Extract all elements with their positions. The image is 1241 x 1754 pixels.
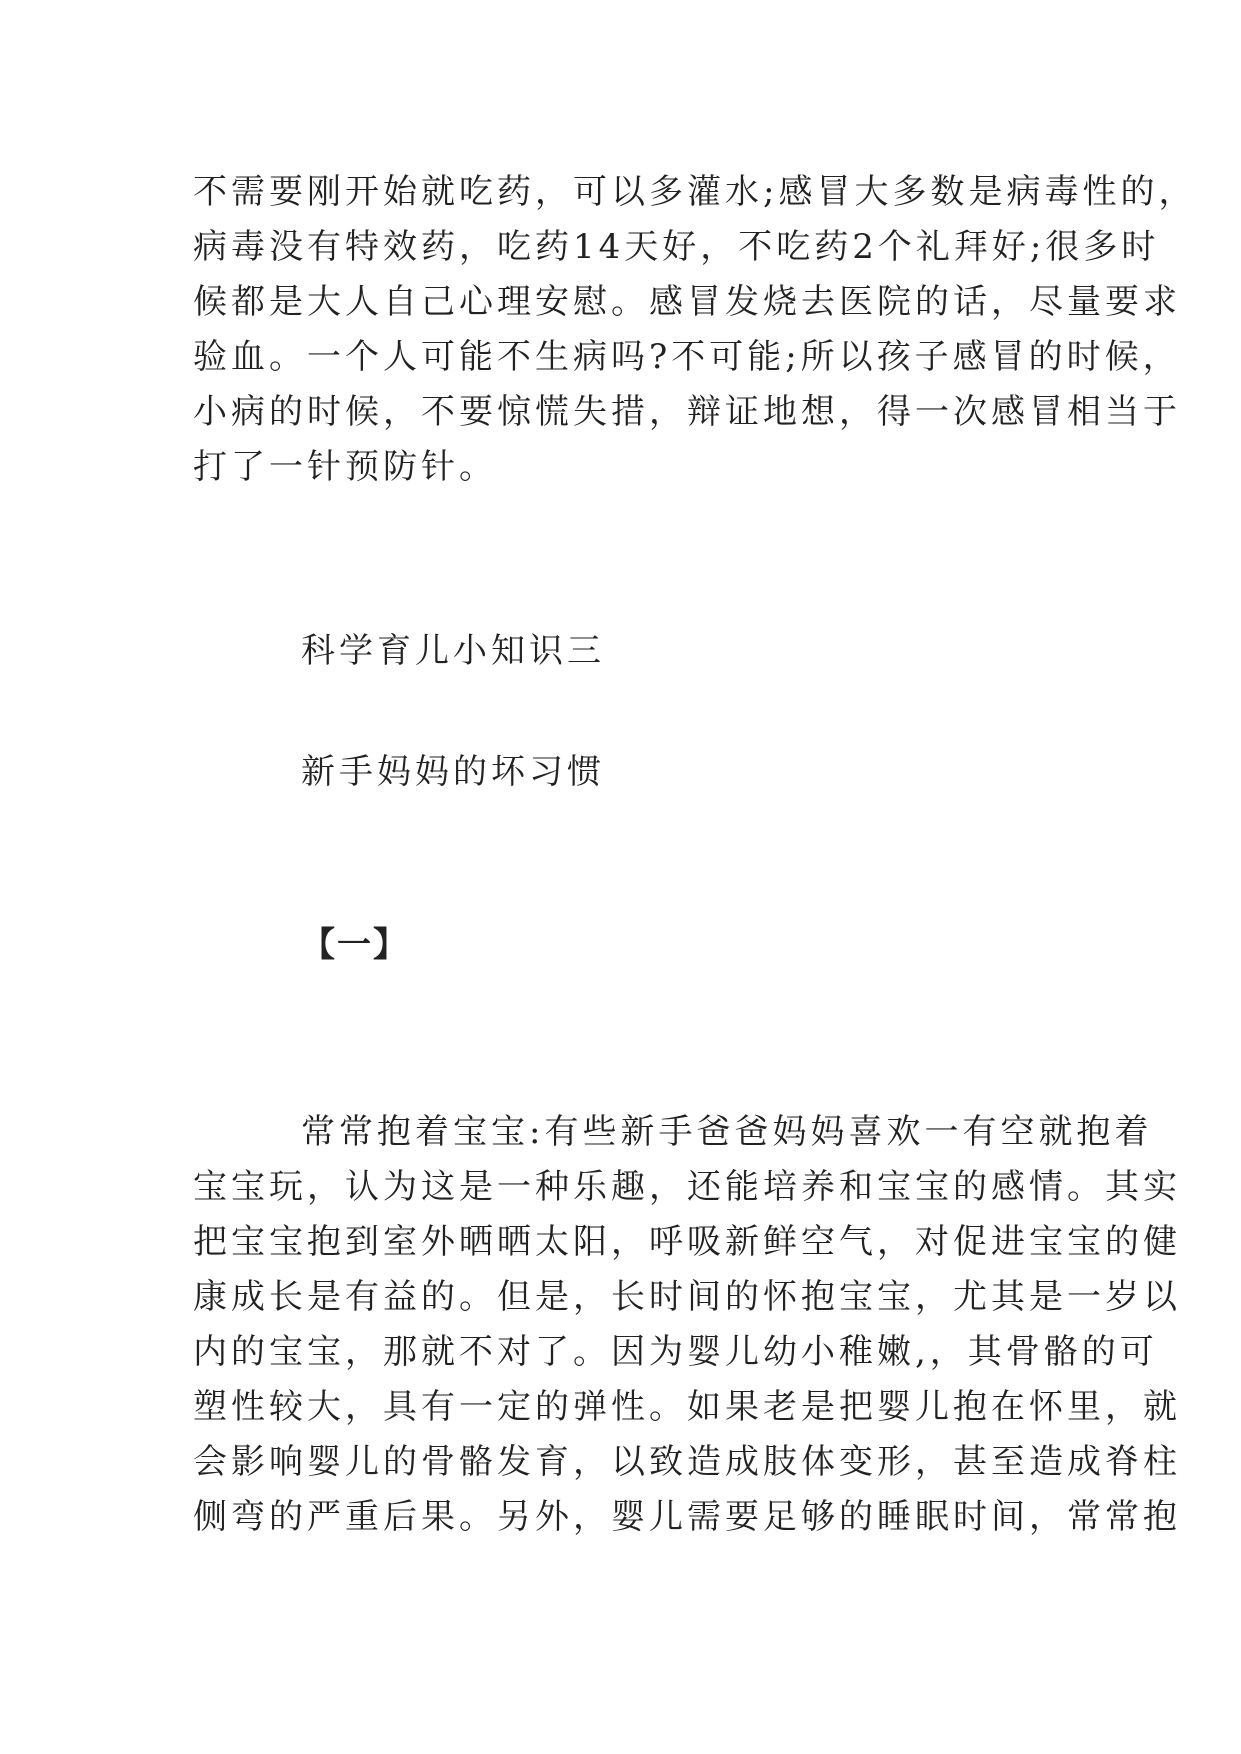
text-line: 内的宝宝，那就不对了。因为婴儿幼小稚嫩,，其骨骼的可 bbox=[193, 1332, 1158, 1372]
text-line: 会影响婴儿的骨骼发育，以致造成肢体变形，甚至造成脊柱 bbox=[193, 1442, 1181, 1482]
subtitle: 新手妈妈的坏习惯 bbox=[301, 752, 605, 792]
text-line: 常常抱着宝宝:有些新手爸爸妈妈喜欢一有空就抱着 bbox=[301, 1112, 1153, 1152]
text-line: 候都是大人自己心理安慰。感冒发烧去医院的话，尽量要求 bbox=[193, 282, 1181, 322]
text-line: 康成长是有益的。但是，长时间的怀抱宝宝，尤其是一岁以 bbox=[193, 1277, 1181, 1317]
text-line: 小病的时候，不要惊慌失措，辩证地想，得一次感冒相当于 bbox=[193, 392, 1181, 432]
text-line: 验血。一个人可能不生病吗?不可能;所以孩子感冒的时候， bbox=[193, 337, 1181, 377]
text-line: 把宝宝抱到室外晒晒太阳，呼吸新鲜空气，对促进宝宝的健 bbox=[193, 1222, 1181, 1262]
text-line: 侧弯的严重后果。另外，婴儿需要足够的睡眠时间，常常抱 bbox=[193, 1497, 1181, 1537]
text-line: 塑性较大，具有一定的弹性。如果老是把婴儿抱在怀里，就 bbox=[193, 1387, 1181, 1427]
text-line: 打了一针预防针。 bbox=[193, 447, 497, 487]
section-title: 科学育儿小知识三 bbox=[301, 631, 605, 671]
section-marker: 【一】 bbox=[301, 925, 409, 965]
text-line: 宝宝玩，认为这是一种乐趣，还能培养和宝宝的感情。其实 bbox=[193, 1167, 1181, 1207]
text-line: 病毒没有特效药，吃药14天好，不吃药2个礼拜好;很多时 bbox=[193, 227, 1160, 267]
text-line: 不需要刚开始就吃药，可以多灌水;感冒大多数是病毒性的， bbox=[193, 172, 1197, 212]
